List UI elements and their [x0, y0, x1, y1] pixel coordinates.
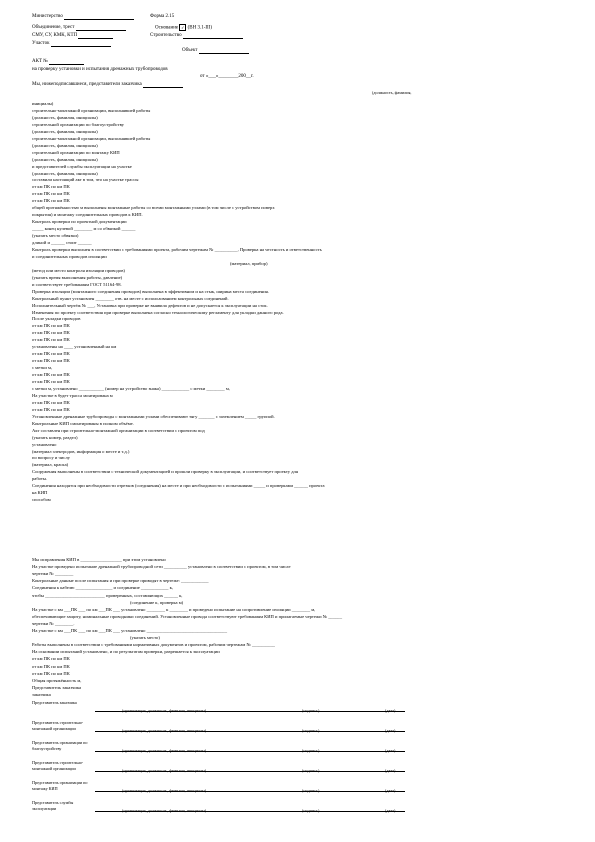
body-line: на КИП [32, 490, 48, 496]
body-line: с метки м, [32, 365, 53, 371]
body-line: Контрольный пункт установлен ________ отв. на месте с использованием контрольных соединений. [32, 295, 229, 301]
lower-line: Работы выполнены в соответствии с требованиями нормативных документов и проектом, рабочим чертежам № __________ [32, 642, 275, 648]
object-label: Объект [182, 47, 249, 54]
signature-role: Представитель строительно- [32, 760, 84, 765]
body-line: от км ПК по км ПК [32, 191, 70, 197]
lower-line: заказчика [32, 691, 51, 697]
body-line: Установленные дренажные трубопроводы с монтажными узлами обеспечивают тягу _______ с заземлением _____ группой. [32, 413, 275, 419]
lower-line: Соединения к кабелю ________________ и соединение ____________ к, [32, 585, 173, 591]
body-line: Контроль проверки выполнен в соответствии с требованиями проекта, рабочим чертежам № __________, Проверка на честность и ответственность [32, 246, 322, 252]
body-line: строительной организации по монтажу КИП [32, 149, 120, 155]
signature-role: Представитель службы [32, 800, 74, 805]
lower-line: чертежи № ________ [32, 571, 74, 577]
caption-name: (организация, должность, фамилия, инициалы) [122, 808, 207, 813]
body-line: Соединения находятся при необходимости отрезков (соединения) на месте и при необходимости с испытаниями _____ и проверками ______ проекта [32, 483, 325, 489]
body-line: (материал электродов, информация о месте и т.д.) [32, 448, 130, 454]
body-line: (должность, фамилия, инициалы) [32, 128, 98, 134]
body-line: и соответствует требованиям ГОСТ 51164-98. [32, 281, 122, 287]
ministry-label: Министерство [32, 13, 134, 20]
signature-role-cont: монтажной организации [32, 766, 76, 771]
act-intro: Мы, нижеподписавшиеся, представители заказчика [32, 81, 183, 88]
body-line: составили настоящий акт в том, что на участке трассы [32, 177, 139, 183]
body-line: Контроль проверки по проектной документации [32, 219, 127, 225]
body-line: и соединительных проводов изоляции [32, 253, 107, 259]
body-line: Изменения по проекту соответствия при проверке выполнена согласно технологическому регламенту для укладки данного рода. [32, 309, 284, 315]
lower-line: от км ПК по км ПК [32, 656, 70, 662]
body-line: Акт составлен при строительно-монтажной организации в соответствии с проектом под [32, 427, 205, 433]
caption-signature: (подпись) [302, 788, 320, 793]
body-line: (указать номер, раздел) [32, 434, 78, 440]
body-line: от км ПК по км ПК [32, 323, 70, 329]
caption-signature: (подпись) [302, 808, 320, 813]
body-line: от км ПК по км ПК [32, 184, 70, 190]
lower-line: На участке с км ___ПК ___ по км ___ПК ___ установлено ________ к ________ и проведено испытание на сопротивление изоляции ________ м, [32, 606, 316, 612]
act-subtitle: на проверку установки и испытания дренажных трубопроводов [32, 67, 168, 72]
signature-role: Представитель организации по [32, 780, 88, 785]
signature-role: Представитель строительно- [32, 720, 84, 725]
body-line: от км ПК по км ПК [32, 406, 70, 412]
act-date-line: от «___»________200__г. [200, 74, 254, 79]
lower-line: Мы исправления КИП в __________________ при этом установлено [32, 557, 166, 562]
caption-signature: (подпись) [302, 708, 320, 713]
body-line: строительной организации по благоустройству [32, 121, 124, 127]
body-line: Контрольные КИП смонтированы в полном объёме. [32, 420, 134, 426]
body-line: от км ПК по км ПК [32, 351, 70, 357]
caption-name: (организация, должность, фамилия, инициалы) [122, 748, 207, 753]
signature-role: Представитель заказчика [32, 700, 77, 705]
body-line: (материал, краска) [32, 462, 69, 468]
lower-line: чтобы __________________________ проверенных, составляющих ______ к, [32, 592, 183, 598]
body-line: общей протяжённостью м выполнены монтажные работы со всеми монтажными узлами (в том числе с устройством поверх [32, 205, 275, 211]
caption-name: (организация, должность, фамилия, инициалы) [122, 728, 207, 733]
caption-date: (дата) [385, 708, 396, 713]
lower-line: от км ПК по км ПК [32, 670, 70, 676]
caption-name: (организация, должность, фамилия, инициалы) [122, 708, 207, 713]
body-line: _____ конец нулевой ________ м со обвязкой ______ [32, 226, 136, 232]
caption-name: (организация, должность, фамилия, инициалы) [122, 768, 207, 773]
caption-date: (дата) [385, 728, 396, 733]
body-line: от км ПК по км ПК [32, 379, 70, 384]
body-line: установлены на ____ установленный на км [32, 344, 117, 350]
body-line: от км ПК по км ПК [32, 358, 70, 364]
body-line: (метод или место контроля изоляции проводов) [32, 267, 125, 273]
lower-line: обеспечивающие защиту, номинальные проводники соединений. Установленные провода соответствуют требованиям КИП и прилагаемые чертежи № ______ [32, 613, 343, 619]
body-line: (указать время выполнения работы, давление) [32, 274, 123, 280]
basis-checkbox: ✓ [181, 25, 185, 30]
lower-line: чертежи № ________. [32, 620, 75, 626]
body-line: строительно-монтажной организации, выполнявшей работы [32, 107, 151, 113]
act-role-hint: (должность, фамилия, [372, 90, 412, 95]
body-line: от км ПК по км ПК [32, 337, 70, 343]
body-line: Исполнительный чертёж № ___, Установка при проверке не выявила дефектов и не допускается к эксплуатации на сток. [32, 302, 268, 308]
caption-date: (дата) [385, 768, 396, 773]
lower-line: от км ПК по км ПК [32, 663, 70, 669]
caption-name: (организация, должность, фамилия, инициалы) [122, 788, 207, 793]
body-line: Проверка изоляции (монтажного соединения проводов) выполнена в эффективном и на стык, ширина места соединения. [32, 288, 269, 294]
lower-line: (соединение к, проверка м) [130, 599, 184, 605]
body-line: и представителей службы эксплуатации на участке [32, 163, 132, 169]
body-line: Сооружения выполнены в соответствии с технической документацией и прошли проверку в эксплуатации, и соответствует проекту для [32, 469, 298, 475]
signature-role-cont: эксплуатации [32, 806, 57, 811]
body-line: работы. [32, 476, 48, 482]
section-label: Участок [32, 40, 111, 47]
lower-line: Представитель заказчика [32, 684, 82, 690]
caption-date: (дата) [385, 788, 396, 793]
signature-role-cont: монтажной организации [32, 726, 76, 731]
lower-line: (указать место) [130, 635, 160, 641]
caption-signature: (подпись) [302, 728, 320, 733]
caption-date: (дата) [385, 748, 396, 753]
body-line: покрытия) и монтажу соединительных проводов к КИП. [32, 212, 143, 218]
body-line: длиной и ______ стоит ______ [32, 240, 92, 245]
body-line: по вопросу и числу [32, 455, 70, 461]
association-label: Объединение, трест [32, 24, 126, 31]
body-line: от км ПК по км ПК [32, 399, 70, 405]
lower-line: На участке проведено испытание дренажной трубопроводной сети __________ установлено в соответствии с проектом, в том числе [32, 564, 291, 570]
body-line: инициалы) [32, 101, 54, 106]
signature-role-cont: монтажу КИП [32, 786, 58, 791]
body-line: На участке в будет трасса монтирована м [32, 392, 113, 398]
lower-line: На участке с км ___ПК ___ по км ___ПК ___ установлено ___________________________________ [32, 628, 228, 633]
body-line: (указать место обвязки) [32, 233, 79, 239]
body-line: (должность, фамилия, инициалы) [32, 114, 98, 120]
lower-line: Контрольные данные после испытания и при проверке приводят в чертеже: ____________ [32, 578, 209, 584]
caption-signature: (подпись) [302, 768, 320, 773]
form-number: Форма 2.15 [150, 14, 175, 19]
lower-line: На основании испытаний установлено, и по результатам проверки, разрешается к эксплуатации [32, 649, 220, 655]
signature-role: Представитель организации по [32, 740, 88, 745]
body-line: от км ПК по км ПК [32, 330, 70, 336]
body-line: от км ПК по км ПК [32, 372, 70, 378]
body-line: После укладки проводов [32, 316, 81, 322]
body-line: (должность, фамилия, инициалы) [32, 142, 98, 148]
lower-line: Общая протяжённость м, [32, 677, 82, 683]
organization-label: Строительство [150, 32, 243, 39]
caption-signature: (подпись) [302, 748, 320, 753]
act-title: АКТ № [32, 58, 84, 65]
body-line: от км ПК по км ПК [32, 198, 70, 204]
caption-date: (дата) [385, 808, 396, 813]
body-line: с метки м, установлено ___________ (номер на устройство знака) ____________ с метки ________ м, [32, 385, 230, 391]
body-line: (материал, прибор) [230, 260, 268, 266]
signature-role-cont: благоустройству [32, 746, 62, 751]
basis-label: Основание ✓ (ВН 3.1-III) [155, 25, 213, 31]
body-line: способом [32, 497, 51, 503]
body-line: (должность, фамилия, инициалы) [32, 156, 98, 162]
body-line: строительно-монтажной организации, выполнявшей работы [32, 135, 151, 141]
body-line: установлено [32, 441, 57, 447]
smu-label: СМУ, СУ, КМК, КТП [32, 32, 113, 39]
body-line: (должность, фамилия, инициалы) [32, 170, 98, 176]
